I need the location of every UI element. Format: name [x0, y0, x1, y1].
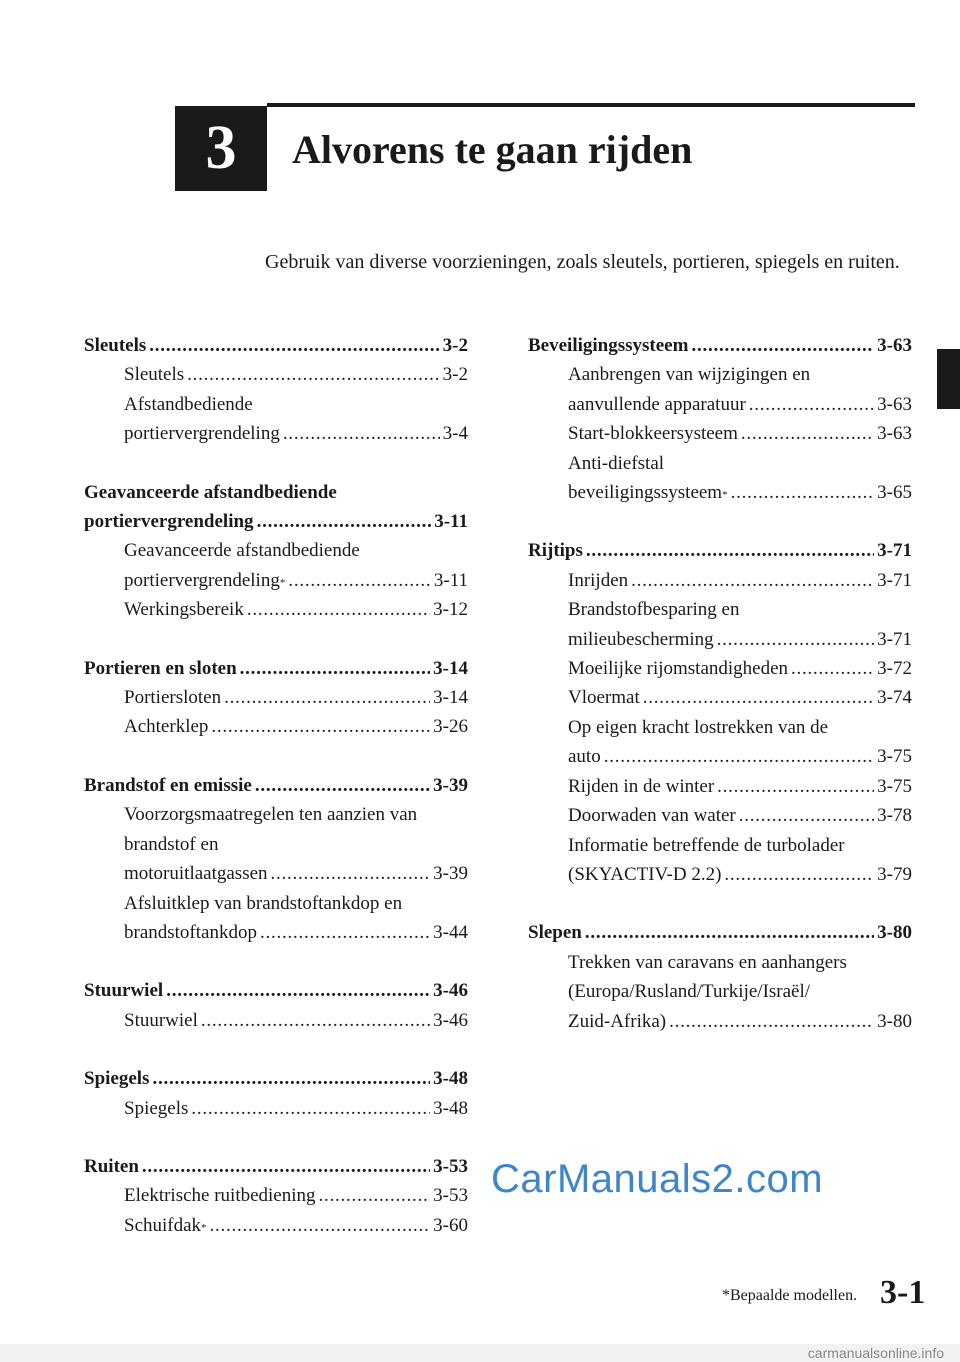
toc-entry-text: Start-blokkeersysteem: [568, 423, 738, 445]
toc-page-ref[interactable]: 3-4: [442, 423, 468, 445]
toc-entry-text: Inrijden: [568, 569, 629, 591]
toc-entry-line[interactable]: [84, 419, 468, 448]
chapter-header-rule: [267, 103, 915, 107]
toc-page-ref[interactable]: 3-53: [433, 1155, 468, 1177]
chapter-title: Alvorens te gaan rijden: [292, 127, 693, 172]
toc-page-ref[interactable]: 3-80: [877, 1010, 912, 1032]
toc-entry-text: beveiligingssysteem: [568, 482, 723, 504]
toc-section-line[interactable]: [528, 536, 912, 565]
toc-section: [84, 1064, 468, 1123]
toc-entry-text: Moeilijke rijomstandigheden: [568, 658, 789, 680]
toc-entry-line[interactable]: [528, 772, 912, 801]
toc-page-ref[interactable]: 3-72: [877, 658, 912, 680]
toc-entry-text: portiervergrendeling: [124, 423, 280, 445]
toc-entry-line[interactable]: [528, 683, 912, 712]
toc-entry-line: [528, 831, 912, 860]
toc-page-ref[interactable]: 3-75: [877, 775, 912, 797]
dot-leader: [691, 331, 874, 360]
dot-leader: [749, 390, 874, 419]
toc-entry-text: (SKYACTIV-D 2.2): [568, 863, 722, 885]
toc-section-line[interactable]: [84, 507, 468, 536]
toc-page-ref[interactable]: 3-71: [877, 540, 912, 562]
toc-entry-text: Rijden in de winter: [568, 775, 715, 797]
toc-page-ref[interactable]: 3-14: [433, 687, 468, 709]
toc-section-title: Spiegels: [84, 1068, 150, 1090]
toc-section: [84, 331, 468, 449]
toc-entry-line: [528, 595, 912, 624]
toc-page-ref[interactable]: 3-79: [877, 863, 912, 885]
toc-entry-line[interactable]: [84, 918, 468, 947]
toc-page-ref[interactable]: 3-78: [877, 805, 912, 827]
toc-page-ref[interactable]: 3-71: [877, 569, 912, 591]
toc-entry-line[interactable]: [528, 801, 912, 830]
toc-entry-line[interactable]: [84, 1181, 468, 1210]
toc-section: [84, 771, 468, 947]
toc-section-line[interactable]: [84, 1152, 468, 1181]
toc-page-ref[interactable]: 3-26: [433, 716, 468, 738]
toc-section: [528, 331, 912, 507]
toc-section-title: Beveiligingssysteem: [528, 335, 689, 356]
toc-entry-text: Vloermat: [568, 687, 640, 709]
toc-section-line[interactable]: [528, 918, 912, 947]
dot-leader: [604, 742, 874, 771]
dot-leader: [255, 771, 430, 800]
dot-leader: [585, 918, 874, 947]
chapter-intro: Gebruik van diverse voorzieningen, zoals sleutels, portieren, spiegels en ruiten.: [265, 251, 900, 273]
dot-leader: [319, 1181, 431, 1210]
toc-entry-line[interactable]: [84, 1094, 468, 1123]
toc-entry-text: Stuurwiel: [124, 1009, 198, 1031]
chapter-side-tab: [937, 349, 960, 409]
toc-entry-text: portiervergrendeling: [124, 569, 280, 591]
toc-right-column: [528, 331, 912, 1065]
toc-entry-text: Schuifdak: [124, 1214, 202, 1236]
dot-leader: [586, 536, 874, 565]
toc-section-line[interactable]: [84, 976, 468, 1005]
toc-entry-text: Anti-diefstal: [568, 452, 665, 474]
toc-entry-line[interactable]: [84, 712, 468, 741]
toc-entry-line: [528, 948, 912, 977]
toc-entry-line[interactable]: [528, 390, 912, 419]
toc-page-ref[interactable]: 3-39: [433, 774, 468, 796]
dot-leader: [717, 772, 874, 801]
toc-entry-text: Voorzorgsmaatregelen ten aanzien van: [124, 804, 418, 826]
toc-section-title: Geavanceerde afstandbediende: [84, 481, 337, 503]
dot-leader: [631, 566, 874, 595]
toc-section: [84, 1152, 468, 1240]
toc-entry-text: Portiersloten: [124, 687, 222, 709]
toc-entry-line[interactable]: [84, 683, 468, 712]
toc-entry-line: [528, 449, 912, 478]
toc-entry-text: Werkingsbereik: [124, 599, 244, 621]
toc-section-title: Portieren en sloten: [84, 657, 237, 679]
toc-page-ref[interactable]: 3-53: [433, 1185, 468, 1207]
dot-leader: [741, 419, 874, 448]
dot-leader: [149, 331, 439, 360]
page-number: 3-1: [880, 1274, 926, 1311]
dot-leader: [152, 1064, 430, 1093]
toc-entry-line[interactable]: [84, 360, 468, 389]
toc-section-line[interactable]: [84, 654, 468, 683]
toc-entry-text: Op eigen kracht lostrekken van de: [568, 716, 829, 738]
toc-section-line: [84, 478, 468, 507]
toc-page-ref[interactable]: 3-65: [877, 482, 912, 504]
toc-section-title: Sleutels: [84, 335, 147, 356]
toc-page-ref[interactable]: 3-14: [433, 657, 468, 679]
dot-leader: [271, 859, 431, 888]
toc-entry-text: brandstoftankdop: [124, 921, 257, 943]
toc-entry-line: [528, 977, 912, 1006]
dot-leader: [283, 419, 440, 448]
toc-entry-line[interactable]: [528, 742, 912, 771]
toc-page-ref[interactable]: 3-11: [434, 511, 468, 533]
dot-leader: [731, 478, 875, 507]
dot-leader: [247, 595, 430, 624]
toc-entry-text: auto: [568, 746, 601, 768]
toc-page-ref[interactable]: 3-74: [877, 687, 912, 709]
toc-section-line[interactable]: [84, 771, 468, 800]
dot-leader: [142, 1152, 430, 1181]
toc-entry-line[interactable]: portiervergrendeling * . . . 3-11: [84, 566, 468, 595]
dot-leader: [288, 566, 431, 595]
toc-entry-text: Sleutels: [124, 364, 185, 386]
toc-section: [84, 654, 468, 742]
toc-entry-line[interactable]: [528, 625, 912, 654]
toc-page-ref[interactable]: 3-60: [433, 1214, 468, 1236]
toc-page-ref[interactable]: 3-46: [433, 980, 468, 1002]
toc-page-ref[interactable]: 3-63: [877, 423, 912, 445]
dot-leader: [260, 918, 430, 947]
dot-leader: [166, 976, 430, 1005]
chapter-number: 3: [205, 114, 237, 182]
dot-leader: [224, 683, 430, 712]
toc-page-ref[interactable]: 3-2: [442, 364, 468, 386]
toc-entry-line[interactable]: [528, 419, 912, 448]
toc-entry-text: Geavanceerde afstandbediende: [124, 540, 360, 562]
toc-entry-line: [528, 713, 912, 742]
toc-entry-text: (Europa/Rusland/Turkije/Israël/: [568, 981, 811, 1003]
toc-entry-line[interactable]: [528, 860, 912, 889]
toc-page-ref[interactable]: 3-71: [877, 628, 912, 650]
toc-page-ref[interactable]: 3-48: [433, 1097, 468, 1119]
dot-leader: [257, 507, 432, 536]
toc-page-ref[interactable]: 3-80: [877, 922, 912, 944]
toc-page-ref[interactable]: 3-44: [433, 921, 468, 943]
toc-page-ref[interactable]: 3-11: [433, 569, 468, 591]
dot-leader: [669, 1007, 874, 1036]
dot-leader: [187, 360, 440, 389]
toc-entry-text: Doorwaden van water: [568, 805, 736, 827]
toc-section: [84, 478, 468, 625]
chapter-number-box: [175, 106, 267, 191]
toc-page-ref[interactable]: 3-2: [442, 335, 468, 356]
toc-section-title: Ruiten: [84, 1155, 139, 1177]
dot-leader: [724, 860, 874, 889]
toc-entry-line[interactable]: [84, 859, 468, 888]
toc-entry-line[interactable]: Schuifdak * . . . 3-60: [84, 1211, 468, 1240]
footnote: *Bepaalde modellen.: [722, 1287, 858, 1304]
dot-leader: [201, 1006, 430, 1035]
toc-entry-text: Afsluitklep van brandstoftankdop en: [124, 892, 403, 914]
toc-entry-line: [84, 830, 468, 859]
toc-left-column: [84, 331, 468, 1269]
toc-section-title: portiervergrendeling: [84, 511, 254, 533]
toc-section-title: Rijtips: [528, 540, 583, 562]
dot-leader: [210, 1211, 431, 1240]
dot-leader: [240, 654, 431, 683]
dot-leader: [191, 1094, 430, 1123]
toc-page-ref[interactable]: 3-63: [877, 335, 912, 356]
toc-entry-line: [84, 800, 468, 829]
dot-leader: [643, 683, 874, 712]
dot-leader: [739, 801, 874, 830]
toc-entry-text: Aanbrengen van wijzigingen en: [568, 364, 811, 386]
toc-section: [528, 918, 912, 1036]
toc-entry-line[interactable]: beveiligingssysteem * . . . 3-65: [528, 478, 912, 507]
toc-section-title: Stuurwiel: [84, 980, 164, 1002]
toc-entry-line: [84, 536, 468, 565]
toc-entry-text: Elektrische ruitbediening: [124, 1185, 316, 1207]
carmanuals2-watermark-logo: CarManuals2.com: [491, 1157, 824, 1201]
toc-entry-line: [84, 390, 468, 419]
toc-entry-text: Spiegels: [124, 1097, 189, 1119]
dot-leader: [211, 712, 430, 741]
toc-entry-line[interactable]: [84, 595, 468, 624]
toc-section-line[interactable]: [528, 331, 912, 360]
toc-entry-text: milieubescherming: [568, 628, 714, 650]
toc-section: [84, 976, 468, 1035]
toc-entry-text: Informatie betreffende de turbolader: [568, 834, 845, 856]
toc-section-title: Brandstof en emissie: [84, 774, 252, 796]
toc-entry-text: Afstandbediende: [124, 393, 253, 415]
dot-leader: [791, 654, 874, 683]
toc-section: [528, 536, 912, 889]
toc-entry-line[interactable]: [528, 566, 912, 595]
toc-page-ref[interactable]: 3-75: [877, 746, 912, 768]
toc-entry-text: Zuid-Afrika): [568, 1010, 667, 1032]
toc-entry-text: Achterklep: [124, 716, 209, 738]
toc-entry-text: Trekken van caravans en aanhangers: [568, 951, 847, 973]
toc-section-title: Slepen: [528, 922, 582, 944]
toc-page-ref[interactable]: 3-39: [433, 863, 468, 885]
toc-entry-text: Brandstofbesparing en: [568, 599, 740, 621]
toc-entry-text: aanvullende apparatuur: [568, 393, 746, 415]
toc-section-line[interactable]: [84, 331, 468, 360]
dot-leader: [717, 625, 875, 654]
toc-page-ref[interactable]: 3-63: [877, 393, 912, 415]
toc-entry-line[interactable]: [84, 1006, 468, 1035]
toc-entry-line: [84, 889, 468, 918]
bottom-banner-text: carmanualsonline.info: [807, 1345, 944, 1361]
toc-entry-text: brandstof en: [124, 833, 219, 855]
bottom-banner: [0, 1344, 960, 1362]
toc-page-ref[interactable]: 3-48: [433, 1068, 468, 1090]
toc-entry-line: [528, 360, 912, 389]
toc-page-ref[interactable]: 3-12: [433, 599, 468, 621]
toc-page-ref[interactable]: 3-46: [433, 1009, 468, 1031]
toc-section-line[interactable]: [84, 1064, 468, 1093]
toc-entry-line[interactable]: [528, 1007, 912, 1036]
toc-entry-text: motoruitlaatgassen: [124, 863, 268, 885]
toc-entry-line[interactable]: [528, 654, 912, 683]
